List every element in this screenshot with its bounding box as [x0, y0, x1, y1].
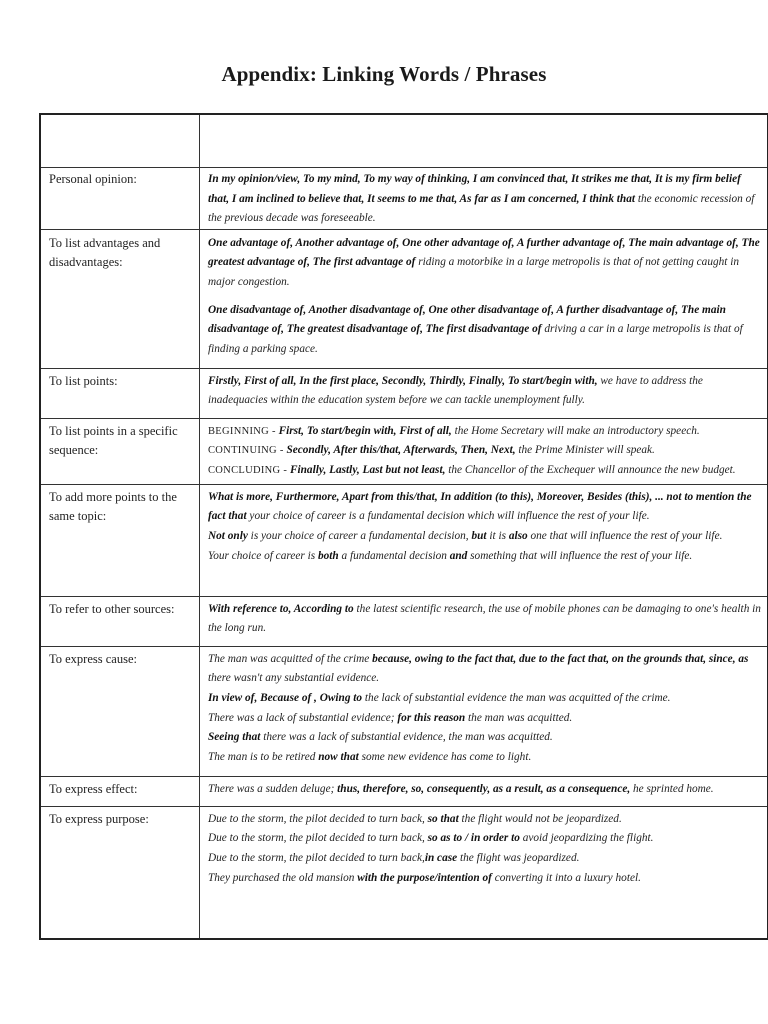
table-row: [40, 776, 768, 806]
table-row: [40, 596, 768, 646]
category-label: To list points in a specific sequence:: [49, 423, 178, 457]
example-sentence: we have to address the inadequacies within the education system before we can tackle unemployment fully.: [208, 374, 703, 407]
example-paragraph: [208, 650, 763, 689]
category-label: Personal opinion:: [49, 172, 137, 186]
example-paragraph: [208, 810, 763, 830]
category-label: To list advantages and disadvantages:: [49, 235, 161, 269]
example-text: is your choice of career a fundamental decision,: [247, 529, 472, 542]
category-label: To express cause:: [49, 651, 137, 666]
linking-phrases: Finally, Lastly, Last but not least,: [289, 463, 446, 476]
example-text: converting it into a luxury hotel.: [491, 871, 641, 884]
page-title: Appendix: Linking Words / Phrases: [221, 62, 547, 86]
sequence-label: BEGINNING -: [208, 425, 276, 437]
example-text: They purchased the old mansion: [208, 871, 358, 884]
example-text: he sprinted home.: [630, 782, 714, 795]
linking-phrases: What is more, Furthermore, Apart from this/that, In addition (to this), Moreover, Besides (this), ... not to mention the fact that: [208, 490, 752, 523]
example-paragraph: [208, 829, 763, 849]
example-paragraph: [208, 869, 763, 889]
example-text: a fundamental decision: [338, 549, 450, 562]
category-cell: [40, 596, 200, 646]
example-text: Due to the storm, the pilot decided to turn back,: [208, 812, 428, 825]
sequence-line: [208, 441, 763, 461]
example-paragraph: [208, 234, 763, 293]
table-row: [40, 646, 768, 776]
table-row: [40, 806, 768, 939]
sequence-label: CONCLUDING -: [208, 464, 288, 476]
linking-phrases: One disadvantage of, Another disadvantage of, One other disadvantage of, A further disadvantage of, The main disadvantage of, The greatest disadvantage of, The first disadvantage of: [208, 303, 726, 336]
linking-phrases: thus, therefore, so, consequently, as a result, as a consequence,: [337, 782, 631, 795]
examples-cell: [200, 368, 768, 418]
example-text: Due to the storm, the pilot decided to turn back,: [208, 832, 428, 845]
example-text: the flight would not be jeopardized.: [458, 812, 622, 825]
example-text: one that will influence the rest of your life.: [527, 529, 723, 542]
examples-cell: [200, 229, 768, 368]
table-header-spacer: [40, 114, 768, 168]
example-sentence: the latest scientific research, the use of mobile phones can be damaging to one's health in the long run.: [208, 602, 761, 635]
header-cell-left: [40, 114, 200, 168]
category-cell: [40, 368, 200, 418]
example-sentence: the Chancellor of the Exchequer will announce the new budget.: [445, 463, 736, 476]
category-cell: [40, 776, 200, 806]
category-label: To list points:: [49, 373, 118, 388]
example-paragraph: [208, 748, 763, 768]
category-label: To refer to other sources:: [49, 601, 175, 616]
linking-phrases: With reference to, According to: [208, 602, 354, 615]
sequence-line: [208, 461, 763, 481]
example-paragraph: [208, 780, 763, 800]
example-text: There was a sudden deluge;: [208, 782, 338, 795]
example-paragraph: [208, 849, 763, 869]
sequence-line: [208, 422, 763, 442]
linking-phrase: but: [471, 529, 487, 542]
example-text: there wasn't any substantial evidence.: [208, 672, 380, 685]
examples-cell: [200, 168, 768, 230]
table-row: [40, 229, 768, 368]
linking-phrases: One advantage of, Another advantage of, One other advantage of, A further advantage of, The main advantage of, The greatest advantage of, The first advantage of: [208, 236, 760, 269]
linking-phrase: Seeing that: [208, 731, 261, 744]
linking-phrase: and: [449, 549, 468, 562]
linking-phrases: Secondly, After this/that, Afterwards, Then, Next,: [286, 444, 516, 457]
table-row: [40, 368, 768, 418]
example-paragraph: [208, 728, 763, 748]
example-sentence: your choice of career is a fundamental decision which will influence the rest of your life.: [246, 510, 650, 523]
linking-phrase: with the purpose/intention of: [357, 871, 492, 884]
linking-phrases: First, To start/begin with, First of all,: [278, 424, 452, 437]
examples-cell: [200, 776, 768, 806]
category-label: To add more points to the same topic:: [49, 489, 177, 523]
example-text: there was a lack of substantial evidence, the man was acquitted.: [260, 731, 553, 744]
example-paragraph: [208, 600, 763, 639]
linking-phrases: Firstly, First of all, In the first place, Secondly, Thirdly, Finally, To start/begin with,: [208, 374, 598, 387]
example-sentence: driving a car in a large metropolis is that of finding a parking space.: [208, 323, 743, 355]
example-sentence: the Prime Minister will speak.: [515, 444, 655, 457]
example-paragraph: [208, 488, 763, 527]
header-cell-right: [200, 114, 768, 168]
category-cell: [40, 484, 200, 596]
example-text: Your choice of career is: [208, 549, 318, 562]
table-row: [40, 484, 768, 596]
examples-cell: [200, 484, 768, 596]
linking-phrase: Not only: [208, 529, 248, 542]
category-cell: [40, 806, 200, 939]
category-cell: [40, 229, 200, 368]
example-paragraph: [208, 372, 763, 411]
example-paragraph: [208, 709, 763, 729]
linking-words-table: [39, 113, 768, 940]
example-text: the man was acquitted.: [465, 711, 573, 724]
example-paragraph: [208, 689, 763, 709]
linking-phrase: now that: [318, 750, 359, 763]
examples-cell: [200, 596, 768, 646]
sequence-label: CONTINUING -: [208, 445, 284, 457]
example-text: The man was acquitted of the crime: [208, 652, 373, 665]
example-sentence: the Home Secretary will make an introductory speech.: [451, 424, 700, 437]
example-text: There was a lack of substantial evidence;: [208, 711, 398, 724]
example-paragraph: [208, 527, 763, 547]
category-cell: [40, 418, 200, 484]
example-text: the flight was jeopardized.: [457, 851, 580, 864]
example-text: something that will influence the rest of your life.: [467, 549, 693, 562]
linking-phrase: for this reason: [397, 711, 466, 724]
examples-cell: [200, 646, 768, 776]
table-row: [40, 418, 768, 484]
linking-phrases: In view of, Because of , Owing to: [208, 691, 363, 704]
linking-phrase: so as to / in order to: [427, 832, 520, 845]
examples-cell: [200, 806, 768, 939]
linking-phrase: so that: [427, 812, 459, 825]
example-text: The man is to be retired: [208, 750, 319, 763]
linking-phrase: both: [317, 549, 339, 562]
category-cell: [40, 168, 200, 230]
examples-cell: [200, 418, 768, 484]
example-text: it is: [486, 529, 509, 542]
category-label: To express purpose:: [49, 811, 149, 826]
category-cell: [40, 646, 200, 776]
table-row: [40, 168, 768, 230]
example-paragraph: [208, 301, 763, 360]
example-paragraph: [208, 170, 763, 229]
example-sentence: riding a motorbike in a large metropolis is that of not getting caught in major congestion.: [208, 256, 740, 288]
linking-phrases: In my opinion/view, To my mind, To my way of thinking, I am convinced that, It strikes me that, It is my firm belief that, I am inclined to believe that, It seems to me that, As far as I am concerned, I think that: [208, 173, 741, 205]
example-text: avoid jeopardizing the flight.: [519, 832, 654, 845]
linking-phrase: also: [508, 529, 528, 542]
example-paragraph: [208, 547, 763, 567]
example-sentence: the economic recession of the previous decade was foreseeable.: [208, 192, 755, 225]
linking-phrase: in case: [424, 851, 458, 864]
example-text: Due to the storm, the pilot decided to turn back,: [208, 851, 425, 864]
linking-phrases: because, owing to the fact that, due to the fact that, on the grounds that, since, as: [372, 652, 749, 665]
example-text: the lack of substantial evidence the man was acquitted of the crime.: [362, 691, 671, 704]
category-label: To express effect:: [49, 781, 138, 796]
example-text: some new evidence has come to light.: [358, 750, 532, 763]
